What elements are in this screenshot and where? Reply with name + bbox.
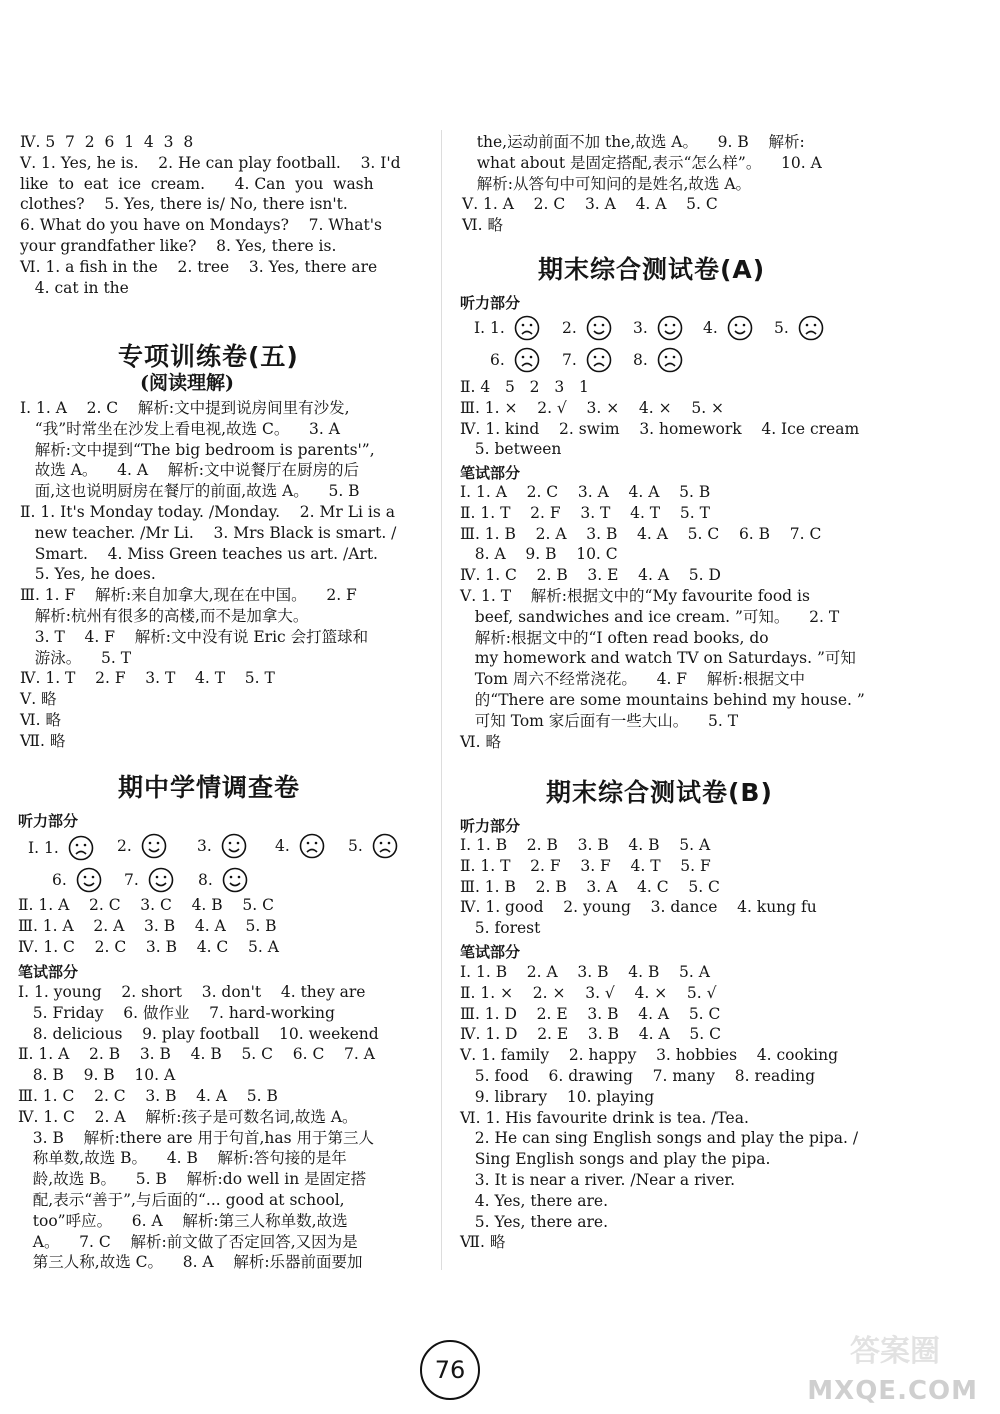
answer-line: Ⅳ. 1. C 2. B 3. E 4. A 5. D bbox=[460, 566, 721, 585]
final-a-listening-heading: 听力部分 bbox=[460, 294, 521, 312]
answer-line: Ⅴ. 1. family 2. happy 3. hobbies 4. cooking bbox=[460, 1046, 839, 1065]
section-title-special-training-5: 专项训练卷(五) bbox=[118, 342, 299, 371]
happy-face-icon bbox=[222, 867, 248, 893]
answer-line: Ⅱ. 1. × 2. × 3. √ 4. × 5. √ bbox=[460, 983, 717, 1002]
answer-line: Ⅰ. 1. young 2. short 3. don't 4. they are bbox=[18, 983, 366, 1001]
face-item-number: 8. bbox=[198, 871, 213, 889]
face-item-number: 6. bbox=[52, 871, 67, 889]
answer-line: Ⅲ. 1. C 2. C 3. B 4. A 5. B bbox=[18, 1087, 278, 1105]
answer-line: 配,表示“善于”,与后面的“... good at school, bbox=[18, 1191, 345, 1209]
happy-face-icon bbox=[727, 315, 753, 341]
answer-line: Ⅵ. 略 bbox=[462, 216, 503, 235]
answer-line: 解析:根据文中的“I often read books, do bbox=[460, 628, 769, 647]
answer-line: Ⅴ. 1. T 解析:根据文中的“My favourite food is bbox=[460, 587, 810, 605]
answer-line: Ⅱ. 1. A 2. C 3. C 4. B 5. C bbox=[18, 896, 274, 914]
answer-line: Ⅳ. 1. good 2. young 3. dance 4. kung fu bbox=[460, 898, 817, 917]
answer-line: 解析:杭州有很多的高楼,而不是加拿大。 bbox=[20, 607, 309, 625]
face-item-number: 3. bbox=[197, 837, 212, 855]
answer-line: Ⅲ. 1. B 2. A 3. B 4. A 5. C 6. B 7. C bbox=[460, 524, 822, 543]
answer-line: Ⅱ. 1. A 2. B 3. B 4. B 5. C 6. C 7. A bbox=[18, 1045, 375, 1064]
face-item-number: 5. bbox=[774, 319, 789, 337]
answer-line: 3. B 解析:there are 用于句首,has 用于第三人 bbox=[18, 1128, 374, 1147]
happy-face-icon bbox=[141, 833, 167, 859]
face-item-number: 2. bbox=[562, 319, 577, 337]
face-item-number: 4. bbox=[275, 837, 290, 855]
answer-line: Ⅵ. 1. His favourite drink is tea. /Tea. bbox=[460, 1108, 749, 1127]
happy-face-icon bbox=[657, 315, 683, 341]
answer-line: 的“There are some mountains behind my house. ” bbox=[460, 691, 865, 709]
answer-line: 3. T 4. F 解析:文中没有说 Eric 会打篮球和 bbox=[20, 627, 369, 646]
sad-face-icon bbox=[68, 835, 94, 861]
answer-line: Ⅳ. 1. D 2. E 3. B 4. A 5. C bbox=[460, 1025, 721, 1044]
watermark-logo: 答案圈 bbox=[850, 1334, 940, 1369]
answer-line: Ⅳ. 1. T 2. F 3. T 4. T 5. T bbox=[20, 669, 275, 688]
final-a-written-heading: 笔试部分 bbox=[460, 464, 521, 482]
final-b-written-heading: 笔试部分 bbox=[460, 943, 521, 961]
answer-line: A。 7. C 解析:前文做了否定回答,又因为是 bbox=[18, 1232, 358, 1251]
face-item-number: 5. bbox=[348, 837, 363, 855]
answer-line: Ⅰ. 1. A 2. C 3. A 4. A 5. B bbox=[460, 483, 711, 501]
sad-face-icon bbox=[514, 315, 540, 341]
answer-line: Ⅵ. 1. a fish in the 2. tree 3. Yes, there are bbox=[20, 257, 378, 276]
answer-line: your grandfather like? 8. Yes, there is. bbox=[20, 237, 337, 255]
sad-face-icon bbox=[514, 347, 540, 373]
answer-line: Ⅲ. 1. D 2. E 3. B 4. A 5. C bbox=[460, 1004, 721, 1023]
answer-line: new teacher. /Mr Li. 3. Mrs Black is smart. / bbox=[20, 523, 397, 542]
answer-line: Ⅳ. 5 7 2 6 1 4 3 8 bbox=[20, 133, 194, 151]
answer-line: Ⅲ. 1. × 2. √ 3. × 4. × 5. × bbox=[460, 398, 725, 417]
face-item-number: 4. bbox=[703, 319, 718, 337]
answer-line: Ⅲ. 1. B 2. B 3. A 4. C 5. C bbox=[460, 877, 720, 896]
section-title-midterm: 期中学情调查卷 bbox=[118, 773, 301, 802]
happy-face-icon bbox=[221, 833, 247, 859]
answer-line: 称单数,故选 B。 4. B 解析:答句接的是年 bbox=[18, 1149, 347, 1168]
answer-line: Ⅵ. 略 bbox=[20, 711, 61, 729]
answer-line: Ⅲ. 1. A 2. A 3. B 4. A 5. B bbox=[18, 916, 277, 935]
answer-line: too”呼应。 6. A 解析:第三人称单数,故选 bbox=[18, 1211, 348, 1230]
sad-face-icon bbox=[586, 347, 612, 373]
answer-line: 面,这也说明厨房在餐厅的前面,故选 A。 5. B bbox=[20, 482, 360, 501]
answer-line: Sing English songs and play the pipa. bbox=[460, 1150, 771, 1169]
face-item-number: 7. bbox=[124, 871, 139, 889]
answer-line: 8. B 9. B 10. A bbox=[18, 1066, 176, 1085]
section-title-final-a: 期末综合测试卷(A) bbox=[538, 255, 766, 284]
face-item-number: 6. bbox=[490, 351, 505, 369]
answer-line: Ⅱ. 4 5 2 3 1 bbox=[460, 378, 589, 396]
answer-line: Tom 周六不经常浇花。 4. F 解析:根据文中 bbox=[460, 670, 805, 689]
midterm-listening-heading: 听力部分 bbox=[18, 812, 79, 830]
answer-line: Ⅴ. 1. Yes, he is. 2. He can play football. 3. I'd bbox=[20, 153, 401, 172]
answer-line: 故选 A。 4. A 解析:文中说餐厅在厨房的后 bbox=[20, 461, 359, 480]
answer-line: 5. food 6. drawing 7. many 8. reading bbox=[460, 1067, 816, 1085]
answer-line: 游泳。 5. T bbox=[20, 648, 132, 667]
answer-line: 4. Yes, there are. bbox=[460, 1191, 609, 1210]
answer-line: Ⅱ. 1. T 2. F 3. F 4. T 5. F bbox=[460, 856, 711, 875]
answer-line: 4. cat in the bbox=[20, 278, 129, 297]
answer-line: 解析:文中提到“The big bedroom is parents'”, bbox=[20, 440, 375, 459]
answer-line: 5. Yes, there are. bbox=[460, 1212, 609, 1231]
section-subtitle-reading: (阅读理解) bbox=[140, 372, 234, 394]
section-title-final-b: 期末综合测试卷(B) bbox=[546, 778, 773, 807]
face-item-number: Ⅰ. 1. bbox=[28, 839, 59, 857]
answer-line: 8. A 9. B 10. C bbox=[460, 545, 618, 564]
answer-line: Ⅱ. 1. It's Monday today. /Monday. 2. Mr Li is a bbox=[20, 503, 395, 521]
face-item-number: 3. bbox=[633, 319, 648, 337]
answer-line: 5. Yes, he does. bbox=[20, 565, 156, 584]
answer-line: Ⅰ. 1. B 2. A 3. B 4. B 5. A bbox=[460, 963, 710, 981]
answer-line: 2. He can sing English songs and play the pipa. / bbox=[460, 1129, 859, 1148]
answer-line: Smart. 4. Miss Green teaches us art. /Art. bbox=[20, 544, 378, 563]
answer-line: Ⅰ. 1. A 2. C 解析:文中提到说房间里有沙发, bbox=[20, 399, 350, 417]
sad-face-icon bbox=[372, 833, 398, 859]
happy-face-icon bbox=[148, 867, 174, 893]
midterm-written-heading: 笔试部分 bbox=[18, 963, 79, 981]
answer-line: 龄,故选 B。 5. B 解析:do well in 是固定搭 bbox=[18, 1170, 367, 1189]
column-divider bbox=[441, 130, 442, 1270]
answer-line: 5. forest bbox=[460, 919, 541, 938]
answer-line: 可知 Tom 家后面有一些大山。 5. T bbox=[460, 711, 739, 730]
answer-line: Ⅵ. 略 bbox=[460, 732, 501, 751]
answer-line: 解析:从答句中可知问的是姓名,故选 A。 bbox=[462, 174, 752, 193]
happy-face-icon bbox=[76, 867, 102, 893]
sad-face-icon bbox=[299, 833, 325, 859]
answer-line: 3. It is near a river. /Near a river. bbox=[460, 1171, 736, 1189]
answer-line: “我”时常坐在沙发上看电视,故选 C。 3. A bbox=[20, 419, 340, 438]
sad-face-icon bbox=[657, 347, 683, 373]
answer-line: 5. Friday 6. 做作业 7. hard-working bbox=[18, 1003, 335, 1022]
answer-line: the,运动前面不加 the,故选 A。 9. B 解析: bbox=[462, 133, 805, 151]
page-number: 76 bbox=[420, 1340, 480, 1400]
face-item-number: 7. bbox=[562, 351, 577, 369]
answer-line: 9. library 10. playing bbox=[460, 1087, 655, 1106]
answer-line: Ⅶ. 略 bbox=[460, 1233, 506, 1252]
answer-line: Ⅴ. 1. A 2. C 3. A 4. A 5. C bbox=[462, 195, 718, 214]
answer-line: Ⅴ. 略 bbox=[20, 690, 57, 709]
answer-line: Ⅲ. 1. F 解析:来自加拿大,现在在中国。 2. F bbox=[20, 586, 357, 605]
answer-line: Ⅳ. 1. kind 2. swim 3. homework 4. Ice cream bbox=[460, 419, 860, 438]
answer-line: beef, sandwiches and ice cream. ”可知。 2. T bbox=[460, 607, 840, 626]
answer-line: Ⅱ. 1. T 2. F 3. T 4. T 5. T bbox=[460, 503, 710, 522]
sad-face-icon bbox=[798, 315, 824, 341]
answer-line: Ⅳ. 1. C 2. A 解析:孩子是可数名词,故选 A。 bbox=[18, 1107, 358, 1126]
face-item-number: Ⅰ. 1. bbox=[474, 319, 505, 337]
happy-face-icon bbox=[586, 315, 612, 341]
final-b-listening-heading: 听力部分 bbox=[460, 817, 521, 835]
answer-line: Ⅶ. 略 bbox=[20, 731, 66, 750]
answer-line: 第三人称,故选 C。 8. A 解析:乐器前面要加 bbox=[18, 1253, 363, 1272]
answer-line: 5. between bbox=[460, 440, 562, 459]
answer-line: Ⅳ. 1. C 2. C 3. B 4. C 5. A bbox=[18, 937, 279, 956]
answer-line: Ⅰ. 1. B 2. B 3. B 4. B 5. A bbox=[460, 836, 711, 854]
answer-line: my homework and watch TV on Saturdays. ”可知 bbox=[460, 649, 856, 668]
answer-line: what about 是固定搭配,表示“怎么样”。 10. A bbox=[462, 153, 822, 172]
answer-line: 6. What do you have on Mondays? 7. What's bbox=[20, 216, 382, 235]
face-item-number: 2. bbox=[117, 837, 132, 855]
face-item-number: 8. bbox=[633, 351, 648, 369]
watermark-text: MXQE.COM bbox=[807, 1376, 978, 1406]
answer-line: like to eat ice cream. 4. Can you wash bbox=[20, 174, 374, 193]
answer-line: clothes? 5. Yes, there is/ No, there isn't. bbox=[20, 195, 348, 214]
answer-line: 8. delicious 9. play football 10. weekend bbox=[18, 1024, 379, 1043]
